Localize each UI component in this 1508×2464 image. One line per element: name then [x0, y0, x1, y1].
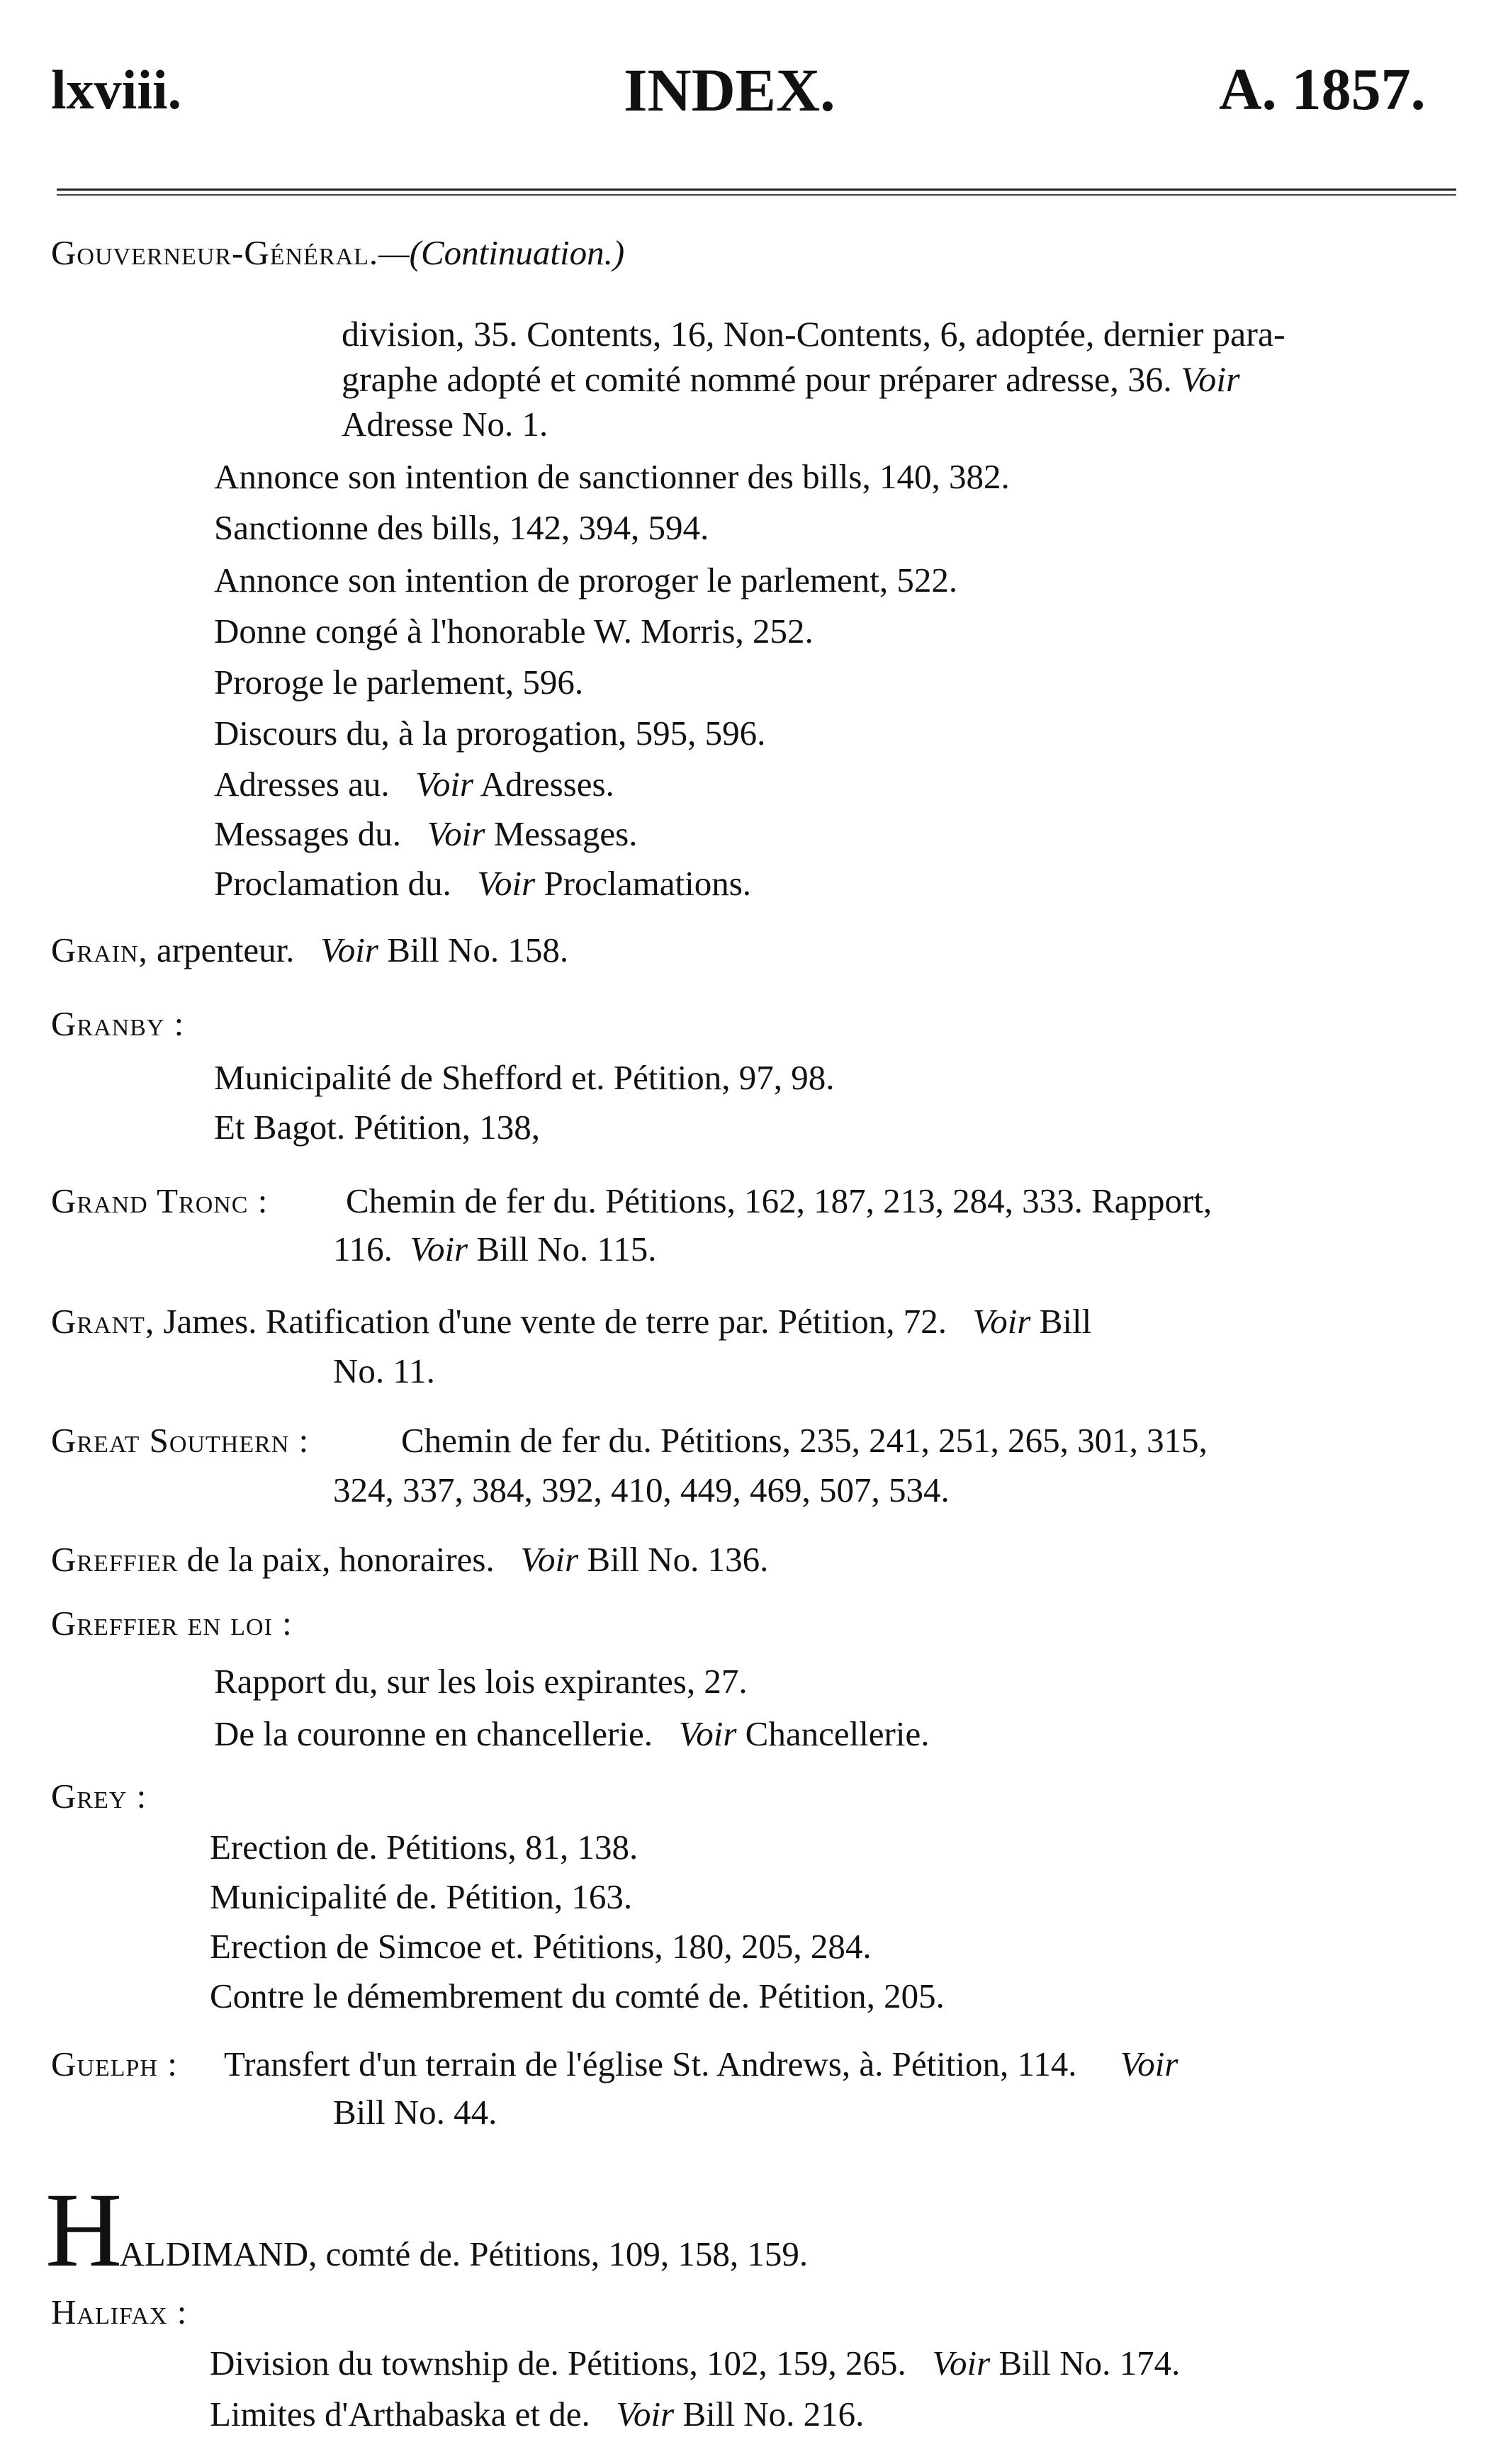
index-line — [210, 2339, 1180, 2388]
index-line: Bill No. 44. — [333, 2093, 497, 2132]
index-line: Chemin de fer du. Pétitions, 162, 187, 213, 284, 333. Rapport, — [346, 1181, 1212, 1220]
voir-label: Voir — [427, 814, 485, 853]
cross-reference: Messages. — [493, 814, 638, 853]
index-line — [214, 859, 751, 908]
index-line: Erection de. Pétitions, 81, 138. — [210, 1828, 638, 1867]
cross-reference: Bill No. 216. — [682, 2395, 865, 2434]
line-text: Transfert d'un terrain de l'église St. Andrews, à. Pétition, 114. — [224, 2044, 1077, 2083]
index-line: Erection de Simcoe et. Pétitions, 180, 205, 284. — [210, 1927, 872, 1966]
cross-reference: Proclamations. — [544, 864, 752, 903]
index-line: Chemin de fer du. Pétitions, 235, 241, 251, 265, 301, 315, — [401, 1421, 1208, 1460]
voir-label: Voir — [320, 930, 378, 969]
index-line: Adresse No. 1. — [342, 405, 548, 444]
drop-cap-letter: H — [45, 2171, 120, 2289]
line-text: 116. — [333, 1230, 393, 1268]
index-line — [342, 354, 1240, 404]
section-start-h — [45, 2171, 809, 2289]
cross-reference: Bill No. 115. — [476, 1230, 657, 1268]
index-line: Annonce son intention de proroger le parlement, 522. — [214, 561, 958, 600]
index-line: Sanctionne des bills, 142, 394, 594. — [214, 508, 709, 547]
cross-reference: Bill No. 158. — [387, 930, 569, 969]
index-line — [214, 1709, 930, 1759]
line-text: De la couronne en chancellerie. — [214, 1714, 653, 1753]
index-line: Discours du, à la prorogation, 595, 596. — [214, 714, 766, 753]
index-entry-grain — [51, 926, 568, 975]
line-text: Messages du. — [214, 814, 402, 853]
voir-label: Voir — [477, 864, 536, 903]
line-text: Adresses au. — [214, 765, 390, 804]
index-line: 324, 337, 384, 392, 410, 449, 469, 507, 534. — [333, 1470, 950, 1509]
line-text: graphe adopté et comité nommé pour préparer adresse, 36. — [342, 359, 1172, 399]
entry-heading-grand-tronc: Grand Tronc : — [51, 1181, 269, 1220]
page-number: lxviii. — [51, 59, 182, 120]
voir-label: Voir — [1120, 2044, 1178, 2083]
line-text: James. Ratification d'une vente de terre par. Pétition, 72. — [163, 1302, 947, 1341]
index-line — [214, 760, 614, 809]
voir-label: Voir — [520, 1540, 579, 1579]
index-line: Donne congé à l'honorable W. Morris, 252. — [214, 612, 814, 651]
voir-label: Voir — [932, 2344, 991, 2383]
index-line: Et Bagot. Pétition, 138, — [214, 1108, 541, 1147]
entry-text: comté de. Pétitions, 109, 158, 159. — [325, 2234, 809, 2273]
cross-reference: Bill No. 174. — [998, 2344, 1181, 2383]
entry-heading-grey: Grey : — [51, 1777, 147, 1816]
index-line: Contre le démembrement du comté de. Pétition, 205. — [210, 1976, 945, 2015]
index-line — [333, 1225, 656, 1274]
continuation-label: —(Continuation.) — [378, 233, 625, 272]
index-line: Rapport du, sur les lois expirantes, 27. — [214, 1662, 748, 1701]
entry-heading: Grain, — [51, 930, 148, 969]
index-line — [214, 809, 638, 859]
voir-label: Voir — [616, 2395, 675, 2434]
entry-heading-gouverneur — [51, 228, 624, 278]
entry-heading-halifax: Halifax : — [51, 2293, 188, 2331]
entry-text: arpenteur. — [157, 930, 295, 969]
index-line: Municipalité de Shefford et. Pétition, 97, 98. — [214, 1058, 835, 1097]
header-rule-thin — [57, 194, 1456, 196]
page-year: A. 1857. — [1219, 57, 1426, 123]
entry-text: de la paix, honoraires. — [186, 1540, 495, 1579]
voir-label: Voir — [1181, 359, 1240, 399]
cross-reference: Adresses. — [480, 765, 614, 804]
voir-label: Voir — [972, 1302, 1031, 1341]
index-line: Proroge le parlement, 596. — [214, 663, 584, 702]
voir-label: Voir — [678, 1714, 737, 1753]
index-line — [224, 2040, 1178, 2089]
cross-reference: Chancellerie. — [745, 1714, 930, 1753]
index-entry-greffier — [51, 1535, 768, 1585]
heading-text: Gouverneur-Général. — [51, 233, 379, 272]
page-title: INDEX. — [624, 56, 835, 124]
cross-reference: Bill — [1039, 1302, 1092, 1341]
cross-reference: Bill No. 136. — [587, 1540, 769, 1579]
header-rule — [57, 189, 1456, 191]
line-text: Division du township de. Pétitions, 102, 159, 265. — [210, 2344, 906, 2383]
index-entry-grant — [51, 1297, 1091, 1346]
line-text: Proclamation du. — [214, 864, 451, 903]
entry-heading: Greffier — [51, 1540, 179, 1579]
entry-heading-guelph: Guelph : — [51, 2044, 178, 2083]
index-line — [210, 2390, 864, 2439]
index-line: division, 35. Contents, 16, Non-Contents, 6, adoptée, dernier para- — [342, 314, 1285, 354]
index-line: No. 11. — [333, 1351, 435, 1390]
index-line: Annonce son intention de sanctionner des bills, 140, 382. — [214, 457, 1010, 496]
line-text: Limites d'Arthabaska et de. — [210, 2395, 590, 2434]
entry-heading-greffier-en-loi: Greffier en loi : — [51, 1604, 293, 1643]
entry-heading: ALDIMAND, — [119, 2234, 317, 2273]
voir-label: Voir — [410, 1230, 468, 1268]
index-line: Municipalité de. Pétition, 163. — [210, 1877, 633, 1916]
voir-label: Voir — [415, 765, 474, 804]
entry-heading-great-southern: Great Southern : — [51, 1421, 310, 1460]
entry-heading-granby: Granby : — [51, 1004, 185, 1043]
entry-heading: Grant, — [51, 1302, 155, 1341]
